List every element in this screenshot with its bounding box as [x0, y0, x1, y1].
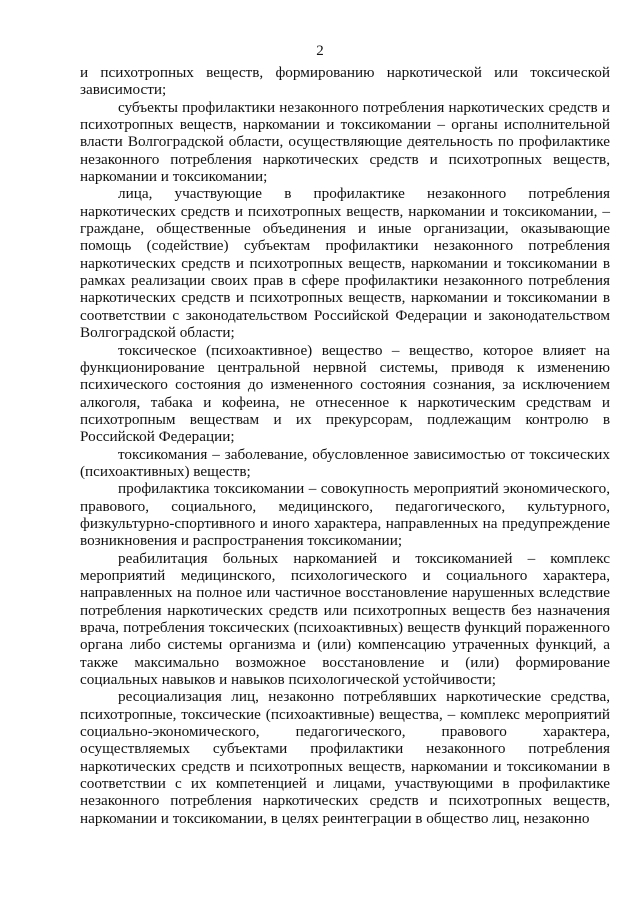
paragraph-prevention-subjects: субъекты профилактики незаконного потребления наркотических средств и психотропных веществ, наркомании и токсикомании – органы исполнительной власти Волгоградской области, осуществляющие деятельность по профилактике незаконного потребления наркотических средств и психотропных веществ, наркомании и токсикомании; [80, 98, 610, 186]
paragraph-participating-persons: лица, участвующие в профилактике незаконного потребления наркотических средств и психотропных веществ, наркомании и токсикомании, – граждане, общественные объединения и иные организации, оказывающие помощь (содействие) субъектам профилактики незаконного потребления наркотических средств и психотропных веществ, наркомании и токсикомании в рамках реализации своих прав в сфере профилактики незаконного потребления наркотических средств и психотропных веществ, наркомании и токсикомании в соответствии с законодательством Российской Федерации и законодательством Волгоградской области; [80, 185, 610, 342]
paragraph-resocialization: ресоциализация лиц, незаконно потреблявших наркотические средства, психотропные, токсические (психоактивные) вещества, – комплекс мероприятий социально-экономического, педагогического, правового характера, осуществляемых субъектами профилактики незаконного потребления наркотических средств и психотропных веществ, наркомании и токсикомании в соответствии с их компетенцией и лицами, участвующими в профилактике незаконного потребления наркотических средств и психотропных веществ, наркомании и токсикомании, в целях реинтеграции в общество лиц, незаконно [80, 688, 610, 827]
paragraph-continuation: и психотропных веществ, формированию наркотической или токсической зависимости; [80, 64, 610, 99]
paragraph-toxicomania: токсикомания – заболевание, обусловленное зависимостью от токсических (психоактивных) веществ; [80, 445, 610, 480]
paragraph-toxicomania-prevention: профилактика токсикомании – совокупность мероприятий экономического, правового, социального, медицинского, педагогического, культурного, физкультурно-спортивного и иного характера, направленных на предупреждение возникновения и распространения токсикомании; [80, 480, 610, 550]
paragraph-toxic-substance: токсическое (психоактивное) вещество – вещество, которое влияет на функционирование центральной нервной системы, приводя к изменению психического состояния до измененного состояния сознания, за исключением алкоголя, табака и кофеина, не отнесенное к наркотическим средствам и психотропным веществам и их прекурсорам, подлежащим контролю в Российской Федерации; [80, 341, 610, 446]
paragraph-rehabilitation: реабилитация больных наркоманией и токсикоманией – комплекс мероприятий медицинского, психологического и социального характера, направленных на полное или частичное восстановление нарушенных вследствие потребления наркотических средств или психотропных веществ без назначения врача, потребления токсических (психоактивных) веществ функций пораженного органа либо системы организма и (или) компенсацию утраченных функций, а также максимально возможное восстановление и (или) формирование социальных навыков и навыков психологической устойчивости; [80, 549, 610, 689]
page-number: 2 [316, 43, 324, 59]
document-body [80, 64, 610, 827]
